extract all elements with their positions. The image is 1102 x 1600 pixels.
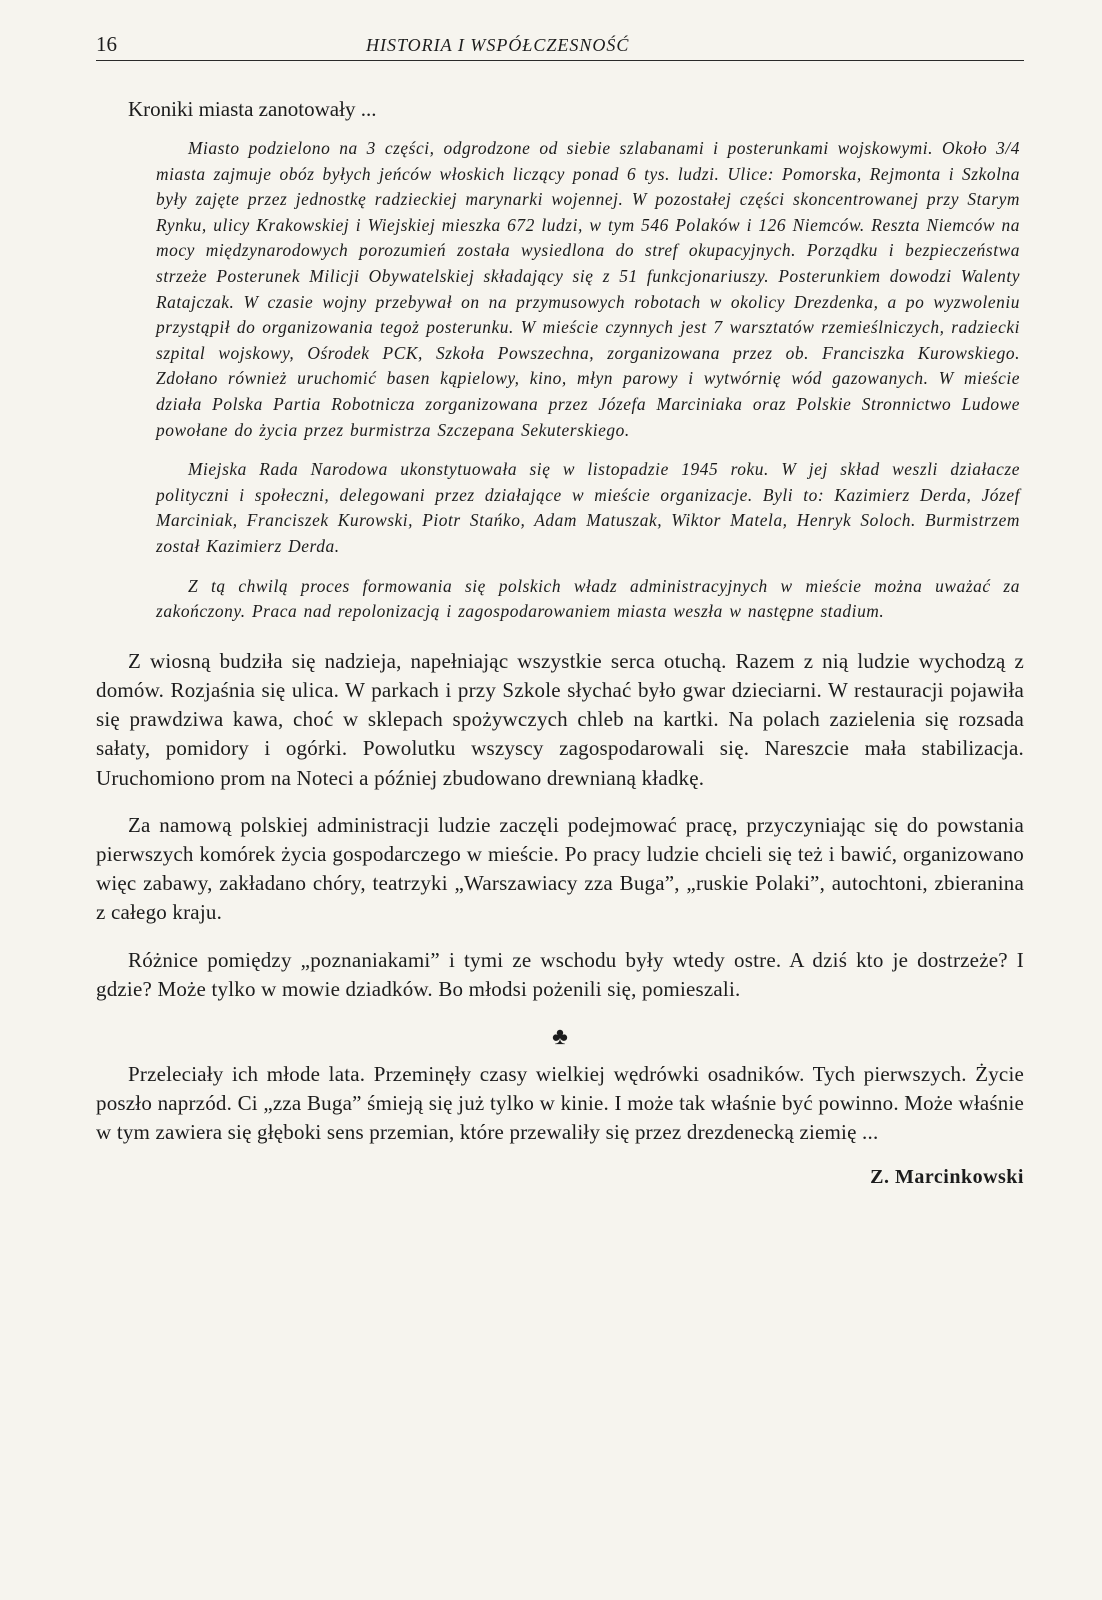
final-text [96,1060,1024,1148]
body-paragraph: Z wiosną budziła się nadzieja, napełniając wszystkie serca otuchą. Razem z nią ludzie wychodzą z domów. Rozjaśnia się ulica. W parkach i przy Szkole słychać było gwar dzieciarni. W restauracji pojawiła się prawdziwa kawa, choć w sklepach spożywczych chleb na kartki. Na polach zazielenia się rozsada sałaty, pomidory i ogórki. Powolutku wszyscy zagospodarowali się. Nareszcie mała stabilizacja. Uruchomiono prom na Noteci a później zbudowano drewnianą kładkę. [96,648,1024,790]
quote-paragraph: Miasto podzielono na 3 części, odgrodzone od siebie szlabanami i posterunkami wojskowymi. Około 3/4 miasta zajmuje obóz byłych jeńców włoskich liczący ponad 6 tys. ludzi. Ulice: Pomorska, Rejmonta i Szkolna były zajęte przez jednostkę radzieckiej marynarki wojennej. W pozostałej części skoncentrowanej przy Starym Rynku, ulicy Krakowskiej i Wiejskiej mieszka 672 ludzi, w tym 546 Polaków i 126 Niemców. Reszta Niemców na mocy międzynarodowych porozumień została wysiedlona do stref okupacyjnych. Porządku i bezpieczeństwa strzeże Posterunek Milicji Obywatelskiej składający się z 51 funkcjonariuszy. Posterunkiem dowodzi Walenty Ratajczak. W czasie wojny przebywał on na przymusowych robotach w okolicy Drezdenka, a po wyzwoleniu przystąpił do organizowania tegoż posterunku. W mieście czynnych jest 7 warsztatów rzemieślniczych, radziecki szpital wojskowy, Ośrodek PCK, Szkoła Powszechna, zorganizowana przez ob. Franciszka Kurowskiego. Zdołano również uruchomić basen kąpielowy, kino, młyn parowy i wytwórnię wód gazowanych. W mieście działa Polska Partia Robotnicza zorganizowana przez Józefa Marciniaka oraz Polskie Stronnictwo Ludowe powołane do życia przez burmistrza Szczepana Sekuterskiego. [156,138,1020,440]
quote-paragraph: Z tą chwilą proces formowania się polskich władz administracyjnych w mieście można uważać za zakończony. Praca nad repolonizacją i zagospodarowaniem miasta weszła w następne stadium. [156,575,1020,622]
lead-line: Kroniki miasta zanotowały ... [128,97,377,121]
chronicle-quote [156,136,1024,625]
page-number: 16 [96,32,117,56]
final-paragraph: Przeleciały ich młode lata. Przeminęły czasy wielkiej wędrówki osadników. Tych pierwszych. Życie poszło naprzód. Ci „zza Buga” śmieją się już tylko w kinie. I może tak właśnie być powinno. Może właśnie w tym zawiera się głęboki sens przemian, które przewaliły się przez drezdenecką ziemię ... [96,1061,1024,1145]
body-paragraph: Różnice pomiędzy „poznaniakami” i tymi ze wschodu były wtedy ostre. A dziś kto je dostrzeże? I gdzie? Może tylko w mowie dziadków. Bo młodsi pożenili się, pomieszali. [96,947,1024,1001]
body-text [96,647,1024,1004]
running-title: HISTORIA I WSPÓŁCZESNOŚĆ [366,35,630,55]
quote-paragraph: Miejska Rada Narodowa ukonstytuowała się w listopadzie 1945 roku. W jej skład weszli działacze polityczni i społeczni, delegowani przez działające w mieście organizacje. Byli to: Kazimierz Derda, Józef Marciniak, Franciszek Kurowski, Piotr Stańko, Adam Matuszak, Wiktor Matela, Henryk Soloch. Burmistrzem został Kazimierz Derda. [156,459,1020,556]
page-header [96,32,1024,61]
body-paragraph: Za namową polskiej administracji ludzie zaczęli podejmować pracę, przyczyniając się do powstania pierwszych komórek życia gospodarczego w mieście. Po pracy ludzie chcieli się też i bawić, organizowano więc zabawy, zakładano chóry, teatrzyki „Warszawiacy zza Buga”, „ruskie Polaki”, autochtoni, zbieranina z całego kraju. [96,812,1024,925]
club-ornament-icon: ♣ [552,1023,568,1050]
author-signature: Z. Marcinkowski [870,1165,1024,1188]
